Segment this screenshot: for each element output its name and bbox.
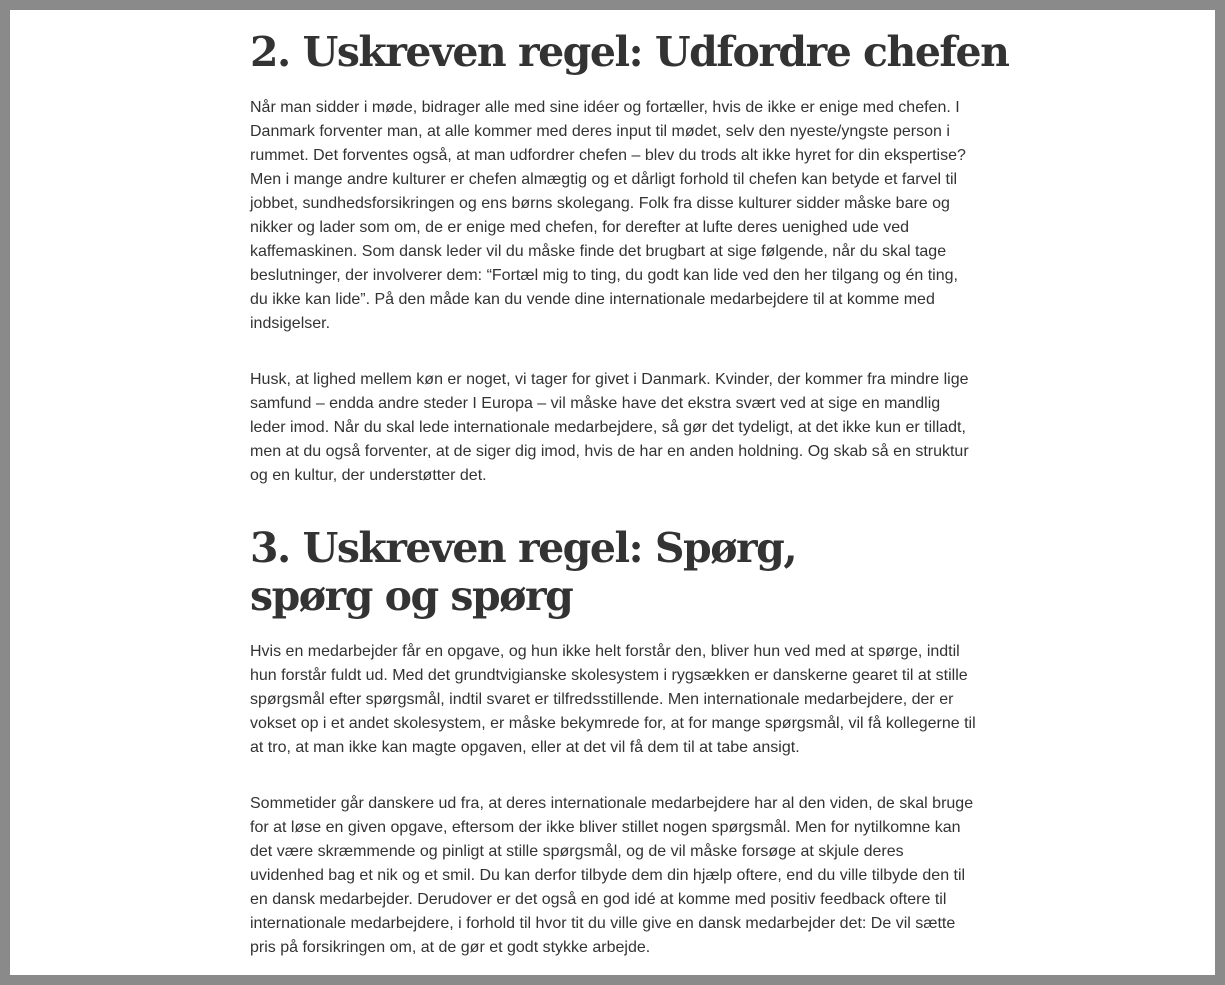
page: [10, 10, 1215, 975]
paragraph-offer-help: Sommetider går danskere ud fra, at deres internationale medarbejdere har al den viden, de skal bruge for at løse en given opgave, eftersom der ikke bliver stillet nogen spørgsmål. Men for nytilkomne kan det være skræmmende og pinligt at stille spørgsmål, og de vil måske forsøge at skjule deres uvidenhed bag et nik og et smil. Du kan derfor tilbyde dem din hjælp oftere, end du ville tilbyde den til en dansk medarbejder. Derudover er det også en god idé at komme med positiv feedback oftere til internationale medarbejdere, i forhold til hvor tit du ville give en dansk medarbejder det: De vil sætte pris på forsikringen om, at de gør et godt stykke arbejde.: [250, 795, 974, 956]
paragraph-ask-questions: Hvis en medarbejder får en opgave, og hun ikke helt forstår den, bliver hun ved med at spørge, indtil hun forstår fuldt ud. Med det grundtvigianske skolesystem i rygsækken er danskerne gearet til at stille spørgsmål efter spørgsmål, indtil svaret er tilfredsstillende. Men internationale medarbejdere, der er vokset op i et andet skolesystem, er måske bekymrede for, at for mange spørgsmål, vil få kollegerne til at tro, at man ikke kan magte opgaven, eller at det vil få dem til at tabe ansigt.: [250, 643, 976, 756]
paragraph-challenge-boss: Når man sidder i møde, bidrager alle med sine idéer og fortæller, hvis de ikke er enige med chefen. I Danmark forventer man, at alle kommer med deres input til mødet, selv den nyeste/yngste person i rummet. Det forventes også, at man udfordrer chefen – blev du trods alt ikke hyret for din ekspertise? Men i mange andre kulturer er chefen almægtig og et dårligt forhold til chefen kan betyde et farvel til jobbet, sundhedsforsikringen og ens børns skolegang. Folk fra disse kulturer sidder måske bare og nikker og lader som om, de er enige med chefen, for derefter at lufte deres uenighed ude ved kaffemaskinen. Som dansk leder vil du måske finde det brugbart at sige følgende, når du skal tage beslutninger, der involverer dem: “Fortæl mig to ting, du godt kan lide ved den her tilgang og én ting, du ikke kan lide”. På den måde kan du vende dine internationale medarbejdere til at komme med indsigelser.: [250, 99, 966, 332]
section-heading-rule-2: 2. Uskreven regel: Udfordre chefen: [250, 28, 1009, 76]
paragraph-gender-equality: Husk, at lighed mellem køn er noget, vi tager for givet i Danmark. Kvinder, der kommer fra mindre lige samfund – endda andre steder I Europa – vil måske have det ekstra svært ved at sige en mandlig leder imod. Når du skal lede internationale medarbejdere, så gør det tydeligt, at det ikke kun er tilladt, men at du også forventer, at de siger dig imod, hvis de har en anden holdning. Og skab så en struktur og en kultur, der understøtter det.: [250, 371, 969, 484]
section-heading-rule-3: 3. Uskreven regel: Spørg, spørg og spørg: [250, 524, 797, 620]
